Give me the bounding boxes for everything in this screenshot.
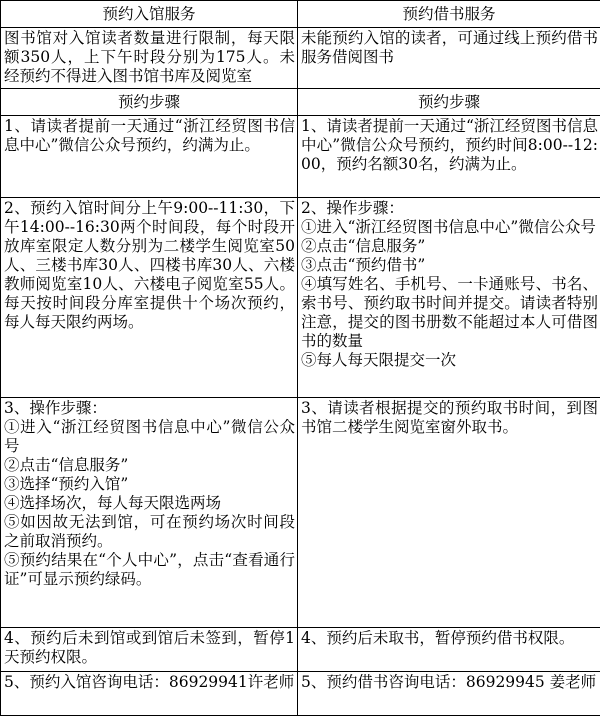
service-title-row <box>1 1 600 28</box>
intro-row <box>1 28 600 89</box>
entry-step-2: 2、预约入馆时间分上午9:00--11:30，下午14:00--16:30两个时间段，每个时段开放库室限定人数分别为二楼学生阅览室50人、三楼书库30人、四楼书库30人、六楼教师阅览室10人、六楼电子阅览室55人。每天按时间段分库室提供十个场次预约，每人每天限约两场。 <box>1 198 298 398</box>
borrow-service-title: 预约借书服务 <box>298 1 600 28</box>
step-3-row <box>1 398 600 628</box>
borrow-contact-phone: 5、预约借书咨询电话：86929945 姜老师 <box>298 672 600 716</box>
entry-contact-phone: 5、预约入馆咨询电话：86929941许老师 <box>1 672 298 716</box>
borrow-step-1: 1、请读者提前一天通过“浙江经贸图书信息中心”微信公众号预约，预约时间8:00--12:00，预约名额30名，约满为止。 <box>298 116 600 198</box>
entry-step-3: 3、操作步骤： ①进入“浙江经贸图书信息中心”微信公众号 ②点击“信息服务” ③选择“预约入馆” ④选择场次，每人每天限选两场 ⑤如因故无法到馆，可在预约场次时间段之前取消预约。 ⑤预约结果在“个人中心”，点击“查看通行证”可显示预约绿码。 <box>1 398 298 628</box>
borrow-service-intro: 未能预约入馆的读者，可通过线上预约借书服务借阅图书 <box>298 28 600 89</box>
borrow-step-4: 4、预约后未取书，暂停预约借书权限。 <box>298 628 600 672</box>
entry-steps-heading: 预约步骤 <box>1 89 298 116</box>
entry-step-1: 1、请读者提前一天通过“浙江经贸图书信息中心”微信公众号预约，约满为止。 <box>1 116 298 198</box>
step-2-row <box>1 198 600 398</box>
borrow-steps-heading: 预约步骤 <box>298 89 600 116</box>
step-4-row <box>1 628 600 672</box>
borrow-step-2: 2、操作步骤： ①进入“浙江经贸图书信息中心”微信公众号 ②点击“信息服务” ③点击“预约借书” ④填写姓名、手机号、一卡通账号、书名、索书号、预约取书时间并提交。请读者特别注意，提交的图书册数不能超过本人可借图书的数量 ⑤每人每天限提交一次 <box>298 198 600 398</box>
steps-heading-row <box>1 89 600 116</box>
borrow-step-3: 3、请读者根据提交的预约取书时间，到图书馆二楼学生阅览室窗外取书。 <box>298 398 600 628</box>
step-5-row <box>1 672 600 716</box>
entry-service-intro: 图书馆对入馆读者数量进行限制，每天限额350人，上下午时段分别为175人。未经预约不得进入图书馆书库及阅览室 <box>1 28 298 89</box>
entry-step-4: 4、预约后未到馆或到馆后未签到，暂停1天预约权限。 <box>1 628 298 672</box>
entry-service-title: 预约入馆服务 <box>1 1 298 28</box>
step-1-row <box>1 116 600 198</box>
